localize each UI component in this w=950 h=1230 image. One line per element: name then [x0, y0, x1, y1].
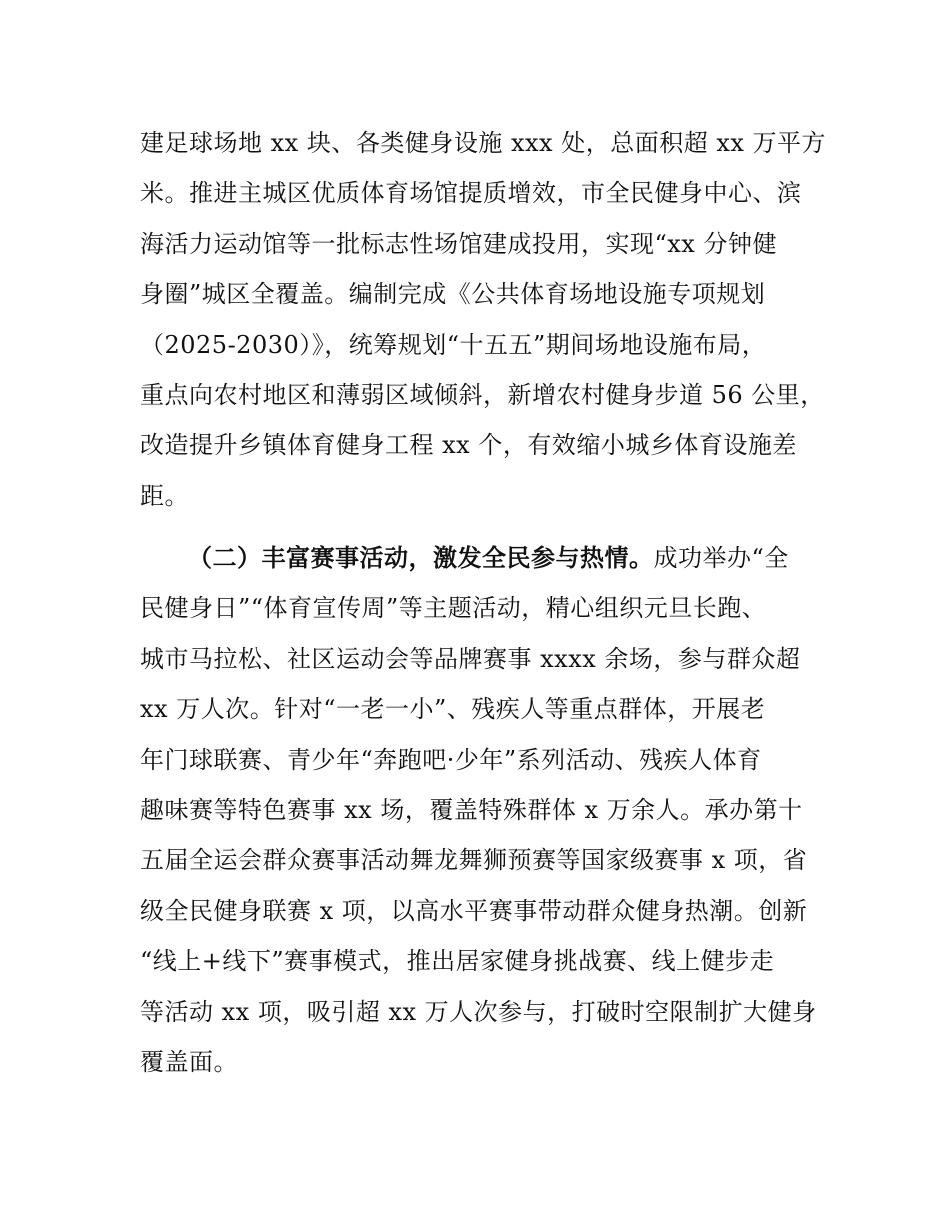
- text-line: 重点向农村地区和薄弱区域倾斜，新增农村健身步道 56 公里，: [140, 380, 825, 409]
- text-line: 身圈”城区全覆盖。编制完成《公共体育场地设施专项规划: [140, 280, 766, 309]
- text-line: 城市马拉松、社区运动会等品牌赛事 xxxx 余场，参与群众超: [140, 644, 801, 673]
- text-line: xx 万人次。针对“一老一小”、残疾人等重点群体，开展老: [140, 695, 766, 724]
- text-line: 民健身日”“体育宣传周”等主题活动，精心组织元旦长跑、: [140, 594, 767, 623]
- text-line-first: [140, 541, 820, 591]
- text-line: “线上+线下”赛事模式，推出居家健身挑战赛、线上健步走: [140, 947, 775, 976]
- text-run: 成功举办“全: [653, 544, 789, 572]
- text-line: 级全民健身联赛 x 项，以高水平赛事带动群众健身热潮。创新: [140, 896, 808, 925]
- text-line: 建足球场地 xx 块、各类健身设施 xxx 处，总面积超 xx 万平方: [140, 129, 827, 157]
- text-line: 年门球联赛、青少年“奔跑吧·少年”系列活动、残疾人体育: [140, 745, 762, 774]
- section-heading: （二）丰富赛事活动，激发全民参与热情。: [188, 544, 654, 572]
- text-line: 趣味赛等特色赛事 xx 场，覆盖特殊群体 x 万余人。承办第十: [140, 795, 803, 824]
- text-line: 距。: [140, 481, 189, 510]
- text-line: （2025-2030）》，统筹规划“十五五”期间场地设施布局，: [140, 330, 767, 359]
- text-line: 覆盖面。: [140, 1047, 238, 1076]
- text-line: 五届全运会群众赛事活动舞龙舞狮预赛等国家级赛事 x 项，省: [140, 846, 808, 875]
- text-line: 海活力运动馆等一批标志性场馆建成投用，实现“xx 分钟健: [140, 229, 777, 258]
- text-line: 改造提升乡镇体育健身工程 xx 个，有效缩小城乡体育设施差: [140, 431, 797, 460]
- paragraph-events: [140, 541, 820, 1095]
- text-line: 米。推进主城区优质体育场馆提质增效，市全民健身中心、滨: [140, 179, 802, 208]
- text-line: 等活动 xx 项，吸引超 xx 万人次参与，打破时空限制扩大健身: [140, 997, 817, 1026]
- paragraph-facilities: [140, 126, 827, 529]
